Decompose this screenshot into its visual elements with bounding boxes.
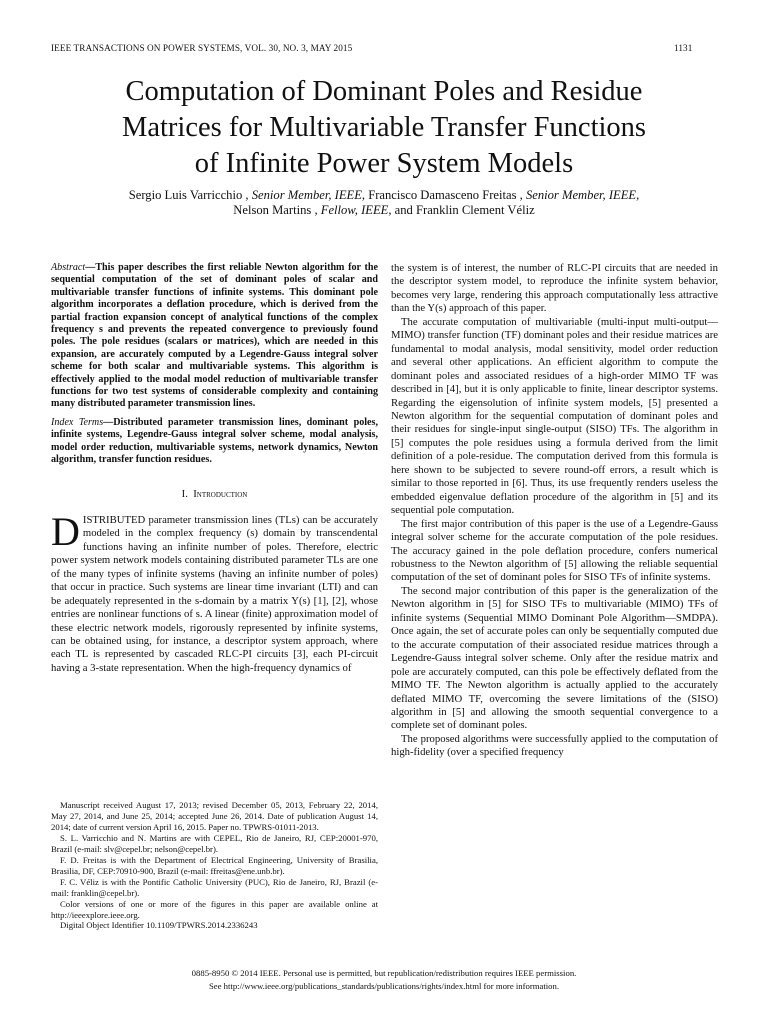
paper-title [40, 74, 728, 182]
copyright-footer [40, 967, 728, 993]
index-terms-label: Index Terms [51, 416, 104, 428]
abstract-label: Abstract [51, 262, 86, 273]
body-paragraph: The proposed algorithms were successfully applied to the computation of high-fidelity (over a specified frequency [391, 732, 718, 759]
index-terms: Index Terms—Distributed parameter transmission lines, dominant poles, infinite systems, Legendre-Gauss integral solver scheme, modal analysis, model order reduction, multivariable systems, network dynamics, Newton algorithm, transfer function residues. [51, 416, 378, 466]
footnote-manuscript: Manuscript received August 17, 2013; revised December 05, 2013, February 22, 2014, May 27, 2014, and June 25, 2014; accepted June 26, 2014. Date of publication August 14, 2014; date of current version April 16, 2015. Paper no. TPWRS-01011-2013. [51, 800, 378, 832]
author-membership: Senior Member, IEEE [251, 188, 362, 202]
intro-paragraph [51, 508, 378, 675]
running-header-journal: IEEE TRANSACTIONS ON POWER SYSTEMS, VOL. 30, NO. 3, MAY 2015 [51, 43, 353, 53]
author-name: Sergio Luis Varricchio [128, 188, 243, 202]
title-line-1: Computation of Dominant Poles and Residue [125, 76, 643, 107]
right-column [391, 262, 718, 760]
footnote-color: Color versions of one or more of the figures in this paper are available online at http://ieeexplore.ieee.org. [51, 898, 378, 920]
body-paragraph: The accurate computation of multivariable (multi-input multi-output—MIMO) transfer function (TF) dominant poles and their residue matrices are fundamental to modal analysis, modal sensitivity, model order reduction and several other applications. An efficient algorithm to compute the dominant poles and associated residues of a high-order MIMO TF was described in [4], but it is only applicable to finite, linear descriptor systems. Regarding the eigensolution of infinite system models, [5] presented a Newton algorithm for the sequential computation of dominant poles and their residues for single-input single-output (SISO) TFs. The algorithm in [5] computes the pole residues using a formula derived from the limit definition of a pole-residue. The computation derived from this formula is here shown to be subjected to severe round-off errors, a result which is similar to those reported in [6]. Thus, its use frequently renders useless the embedded eigenvalue deflation procedure of the algorithm in [5] and its sequential pole computation. [391, 315, 718, 517]
footnote-affiliation: F. D. Freitas is with the Department of Electrical Engineering, University of Brasilia, Brasilia, DF, CEP:70910-900, Brazil (e-mail: ffreitas@ene.unb.br). [51, 854, 378, 876]
section-numeral: I. [181, 487, 188, 500]
rights-link-line: See http://www.ieee.org/publications_standards/publications/rights/index.html for more information. [208, 981, 560, 991]
footnote-affiliation: F. C. Véliz is with the Pontific Catholic University (PUC), Rio de Janeiro, RJ, Brazil (e-mail: franklin@cepel.br). [51, 876, 378, 898]
left-column [51, 262, 378, 675]
intro-text: ISTRIBUTED parameter transmission lines (TLs) can be accurately modeled in the complex frequency (s) domain by transcendental functions having an infinite number of poles. Therefore, electric power system network models containing distributed parameter TLs are one of the many types of infinite systems (having an infinite number of poles) that occur in practice. Such systems are linear time invariant (LTI) and can be adequately represented in the s-domain by a matrix Y(s) [1], [2], whose entries are nonlinear functions of s. A linear (finite) approximation model of these electric network models, rigorously represented by infinite systems, can be obtained using, for instance, a descriptor system approach, where each TL is represented by cascaded RLC-PI circuits [3], each PI-circuit having a 3-state representation. When the high-frequency dynamics of [51, 513, 378, 674]
title-line-3: of Infinite Power System Models [194, 148, 574, 179]
section-heading [51, 488, 378, 501]
body-paragraph: The first major contribution of this paper is the use of a Legendre-Gauss integral solver scheme for the accurate computation of the pole residues. The accuracy gained in the pole deflation procedure, confers numerical robustness to the Newton algorithm of [5] allowing the reliable sequential computation of the set of dominant poles for SISO TFs of infinite systems. [391, 517, 718, 584]
title-line-2: Matrices for Multivariable Transfer Functions [122, 112, 646, 143]
index-terms-text: Distributed parameter transmission lines, dominant poles, infinite systems, Legendre-Gauss integral solver scheme, modal analysis, model order reduction, multivariable systems, network dynamics, Newton algorithm, transfer function residues. [51, 416, 378, 466]
body-paragraph: the system is of interest, the number of RLC-PI circuits that are needed in the descriptor system model, to reproduce the infinite system behavior, becomes very large, rendering this approach computationally less attractive than the Y(s) approach of this paper. [391, 262, 718, 315]
footnote-affiliation: S. L. Varricchio and N. Martins are with CEPEL, Rio de Janeiro, RJ, CEP:20001-970, Brazil (e-mail: slv@cepel.br; nelson@cepel.br). [51, 832, 378, 854]
copyright-line: 0885-8950 © 2014 IEEE. Personal use is permitted, but republication/redistribution requires IEEE permission. [191, 968, 577, 978]
abstract: Abstract—This paper describes the first reliable Newton algorithm for the sequential computation of the set of dominant poles of scalar and multivariable transfer functions of infinite systems. This dominant pole algorithm incorporates a deflation procedure, which is derived from the partial fraction expansion concept of analytical functions of the complex frequency s and prevents the repeated convergence to previously found poles. The pole residues (scalars or matrices), which are needed in this expansion, are accurately computed by a Legendre-Gauss integral solver scheme for both scalar and multivariable systems. This algorithm is effectively applied to the modal model reduction of multivariable transfer functions for two test systems of considerable complexity and containing many distributed parameter transmission lines. [51, 262, 378, 410]
page-number: 1131 [674, 43, 693, 53]
author-membership: Fellow, IEEE [320, 203, 389, 217]
author-name: Nelson Martins [233, 203, 312, 217]
body-paragraph: The second major contribution of this paper is the generalization of the Newton algorithm in [5] for SISO TFs to multivariable (MIMO) TFs of infinite systems (Sequential MIMO Dominant Pole Algorithm—SMDPA). Once again, the set of accurate poles can only be sequentially computed due to the accurate computation of their associated residue matrices through a Legendre-Gauss integral solver scheme. Only after the residue matrix and pole are accurately computed, can this pole be effectively deflated from the MIMO TF. The Newton algorithm is actually applied to the accurately deflated MIMO TF, overcoming the severe limitations of the (SISO) algorithm in [5] and allowing the smooth sequential convergence to a complete set of dominant poles. [391, 584, 718, 732]
section-title: Introduction [193, 487, 248, 500]
author-list: Sergio Luis Varricchio , Senior Member, IEEE, Francisco Damasceno Freitas , Senior Member, IEEE, Nelson Martins , Fellow, IEEE, and Franklin Clement Véliz [128, 188, 640, 217]
footnotes [51, 800, 378, 931]
author-membership: Senior Member, IEEE [525, 188, 637, 202]
drop-cap: D [51, 508, 80, 554]
author-name: Franklin Clement Véliz [416, 203, 535, 217]
abstract-text: This paper describes the first reliable Newton algorithm for the sequential computation of the set of dominant poles of scalar and multivariable transfer functions of infinite systems. This dominant pole algorithm incorporates a deflation procedure, which is derived from the partial fraction expansion concept of analytical functions of the complex frequency s and prevents the repeated convergence to previously found poles. The pole residues (scalars or matrices), which are needed in this expansion, are accurately computed by a Legendre-Gauss integral solver scheme for both scalar and multivariable systems. This algorithm is effectively applied to the modal model reduction of multivariable transfer functions for two test systems of considerable complexity and containing many distributed parameter transmission lines. [51, 262, 378, 410]
footnote-doi: Digital Object Identifier 10.1109/TPWRS.2014.2336243 [60, 920, 258, 931]
author-name: Francisco Damasceno Freitas [368, 188, 517, 202]
